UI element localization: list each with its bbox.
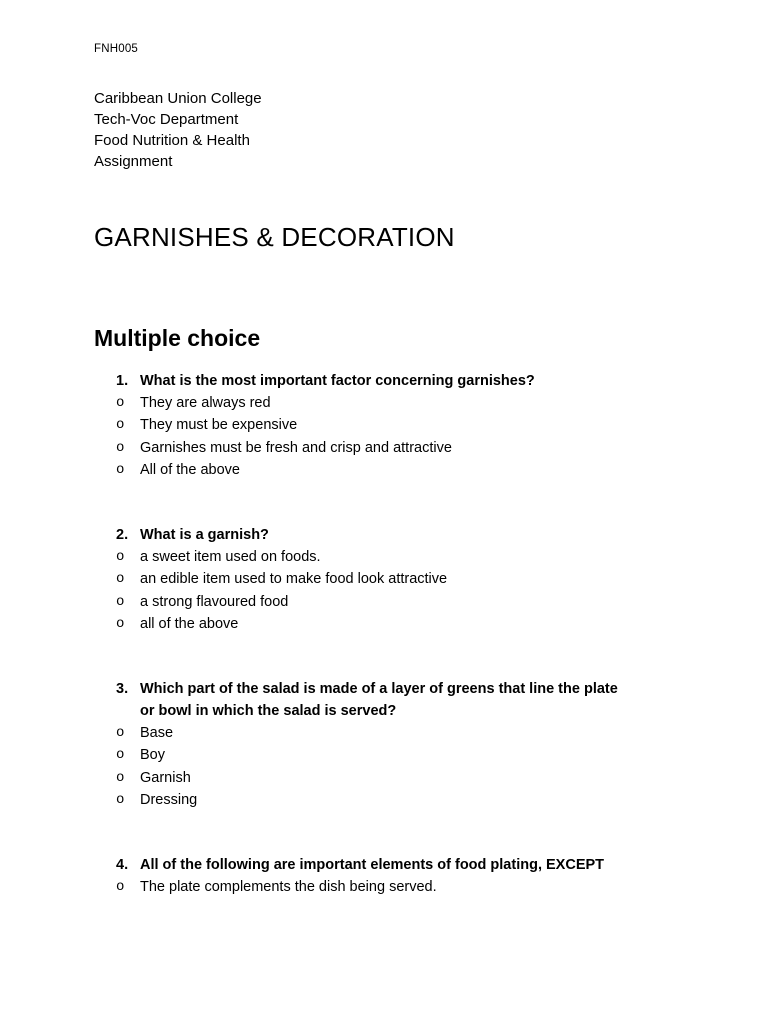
bullet-icon: o xyxy=(116,792,125,809)
option xyxy=(0,459,768,481)
document-header xyxy=(94,88,262,172)
bullet-icon: o xyxy=(116,725,125,741)
header-line: Tech-Voc Department xyxy=(94,111,239,128)
bullet-icon: o xyxy=(116,462,125,479)
question-text xyxy=(140,678,700,722)
bullet-icon: o xyxy=(116,616,125,633)
option-text: They must be expensive xyxy=(140,417,298,434)
option xyxy=(0,789,768,811)
question-4 xyxy=(0,854,768,898)
question-text-line: or bowl in which the salad is served? xyxy=(140,703,397,719)
bullet-icon: o xyxy=(116,417,125,434)
header-line: Caribbean Union College xyxy=(94,90,262,107)
bullet-icon: o xyxy=(116,549,125,565)
option xyxy=(0,876,768,898)
question-text: What is a garnish? xyxy=(140,527,269,543)
option xyxy=(0,414,768,436)
bullet-icon: o xyxy=(116,879,125,895)
question-1 xyxy=(0,370,768,482)
bullet-icon: o xyxy=(116,439,125,456)
option-text: Dressing xyxy=(140,792,198,809)
option-text: Base xyxy=(140,725,174,741)
bullet-icon: o xyxy=(116,395,125,411)
option xyxy=(0,546,768,568)
question-number: 4. xyxy=(116,857,129,873)
question-prompt xyxy=(0,854,768,876)
option xyxy=(0,437,768,459)
option-text: Garnishes must be fresh and crisp and attractive xyxy=(140,439,452,456)
bullet-icon: o xyxy=(116,747,125,764)
option xyxy=(0,744,768,766)
option xyxy=(0,568,768,590)
bullet-icon: o xyxy=(116,769,125,786)
option xyxy=(0,613,768,635)
question-text-line: Which part of the salad is made of a layer of greens that line the plate xyxy=(140,681,618,697)
header-line: Food Nutrition & Health xyxy=(94,132,250,149)
question-text: All of the following are important elements of food plating, EXCEPT xyxy=(140,857,605,873)
section-title: Multiple choice xyxy=(94,325,261,351)
question-3 xyxy=(0,678,768,812)
course-code: FNH005 xyxy=(94,43,139,55)
question-number: 2. xyxy=(116,527,129,543)
bullet-icon: o xyxy=(116,593,125,610)
option-text: all of the above xyxy=(140,616,239,633)
question-text: What is the most important factor concerning garnishes? xyxy=(140,373,535,389)
option-text: The plate complements the dish being served. xyxy=(140,879,437,895)
question-number: 3. xyxy=(116,681,129,697)
option xyxy=(0,722,768,744)
question-prompt xyxy=(0,370,768,392)
option-text: a sweet item used on foods. xyxy=(140,549,321,565)
option-text: All of the above xyxy=(140,462,240,479)
question-number: 1. xyxy=(116,373,129,389)
option-text: an edible item used to make food look attractive xyxy=(140,571,448,588)
option-text: Boy xyxy=(140,747,165,764)
option xyxy=(0,767,768,789)
bullet-icon: o xyxy=(116,571,125,588)
header-line: Assignment xyxy=(94,153,173,170)
question-2 xyxy=(0,524,768,636)
option-text: Garnish xyxy=(140,769,191,786)
question-prompt xyxy=(0,524,768,546)
option-text: They are always red xyxy=(140,395,271,411)
option xyxy=(0,392,768,414)
question-prompt xyxy=(0,678,768,722)
option xyxy=(0,591,768,613)
document-title: GARNISHES & DECORATION xyxy=(94,222,455,252)
option-text: a strong flavoured food xyxy=(140,593,289,610)
